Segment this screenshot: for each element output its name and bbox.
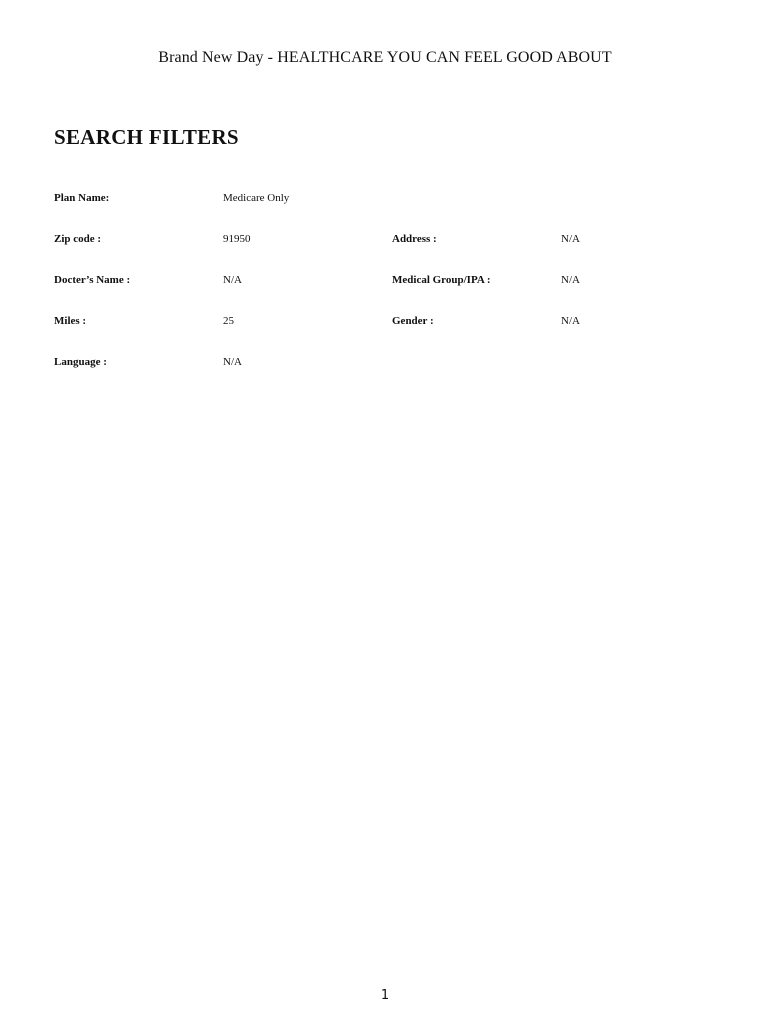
language-label: Language : — [54, 356, 107, 368]
section-title: SEARCH FILTERS — [54, 125, 239, 149]
filter-row-plan — [54, 192, 694, 233]
zip-code-value: 91950 — [223, 233, 251, 245]
doctor-name-value: N/A — [223, 274, 242, 286]
filter-row-doctor-group — [54, 274, 694, 315]
page-number: 1 — [380, 988, 390, 1003]
language-value: N/A — [223, 356, 242, 368]
doctor-name-label: Docter’s Name : — [54, 274, 131, 286]
medical-group-label: Medical Group/IPA : — [392, 274, 491, 286]
plan-name-label: Plan Name: — [54, 192, 110, 204]
address-label: Address : — [392, 233, 437, 245]
filter-row-language — [54, 356, 694, 397]
filter-row-miles-gender — [54, 315, 694, 356]
search-filters-table — [54, 192, 694, 397]
address-value: N/A — [561, 233, 580, 245]
filter-row-zip-address — [54, 233, 694, 274]
gender-label: Gender : — [392, 315, 434, 327]
page-header: Brand New Day - HEALTHCARE YOU CAN FEEL GOOD ABOUT — [158, 49, 612, 66]
gender-value: N/A — [561, 315, 580, 327]
miles-label: Miles : — [54, 315, 87, 327]
miles-value: 25 — [223, 315, 234, 327]
medical-group-value: N/A — [561, 274, 580, 286]
zip-code-label: Zip code : — [54, 233, 102, 245]
plan-name-value: Medicare Only — [223, 192, 290, 204]
